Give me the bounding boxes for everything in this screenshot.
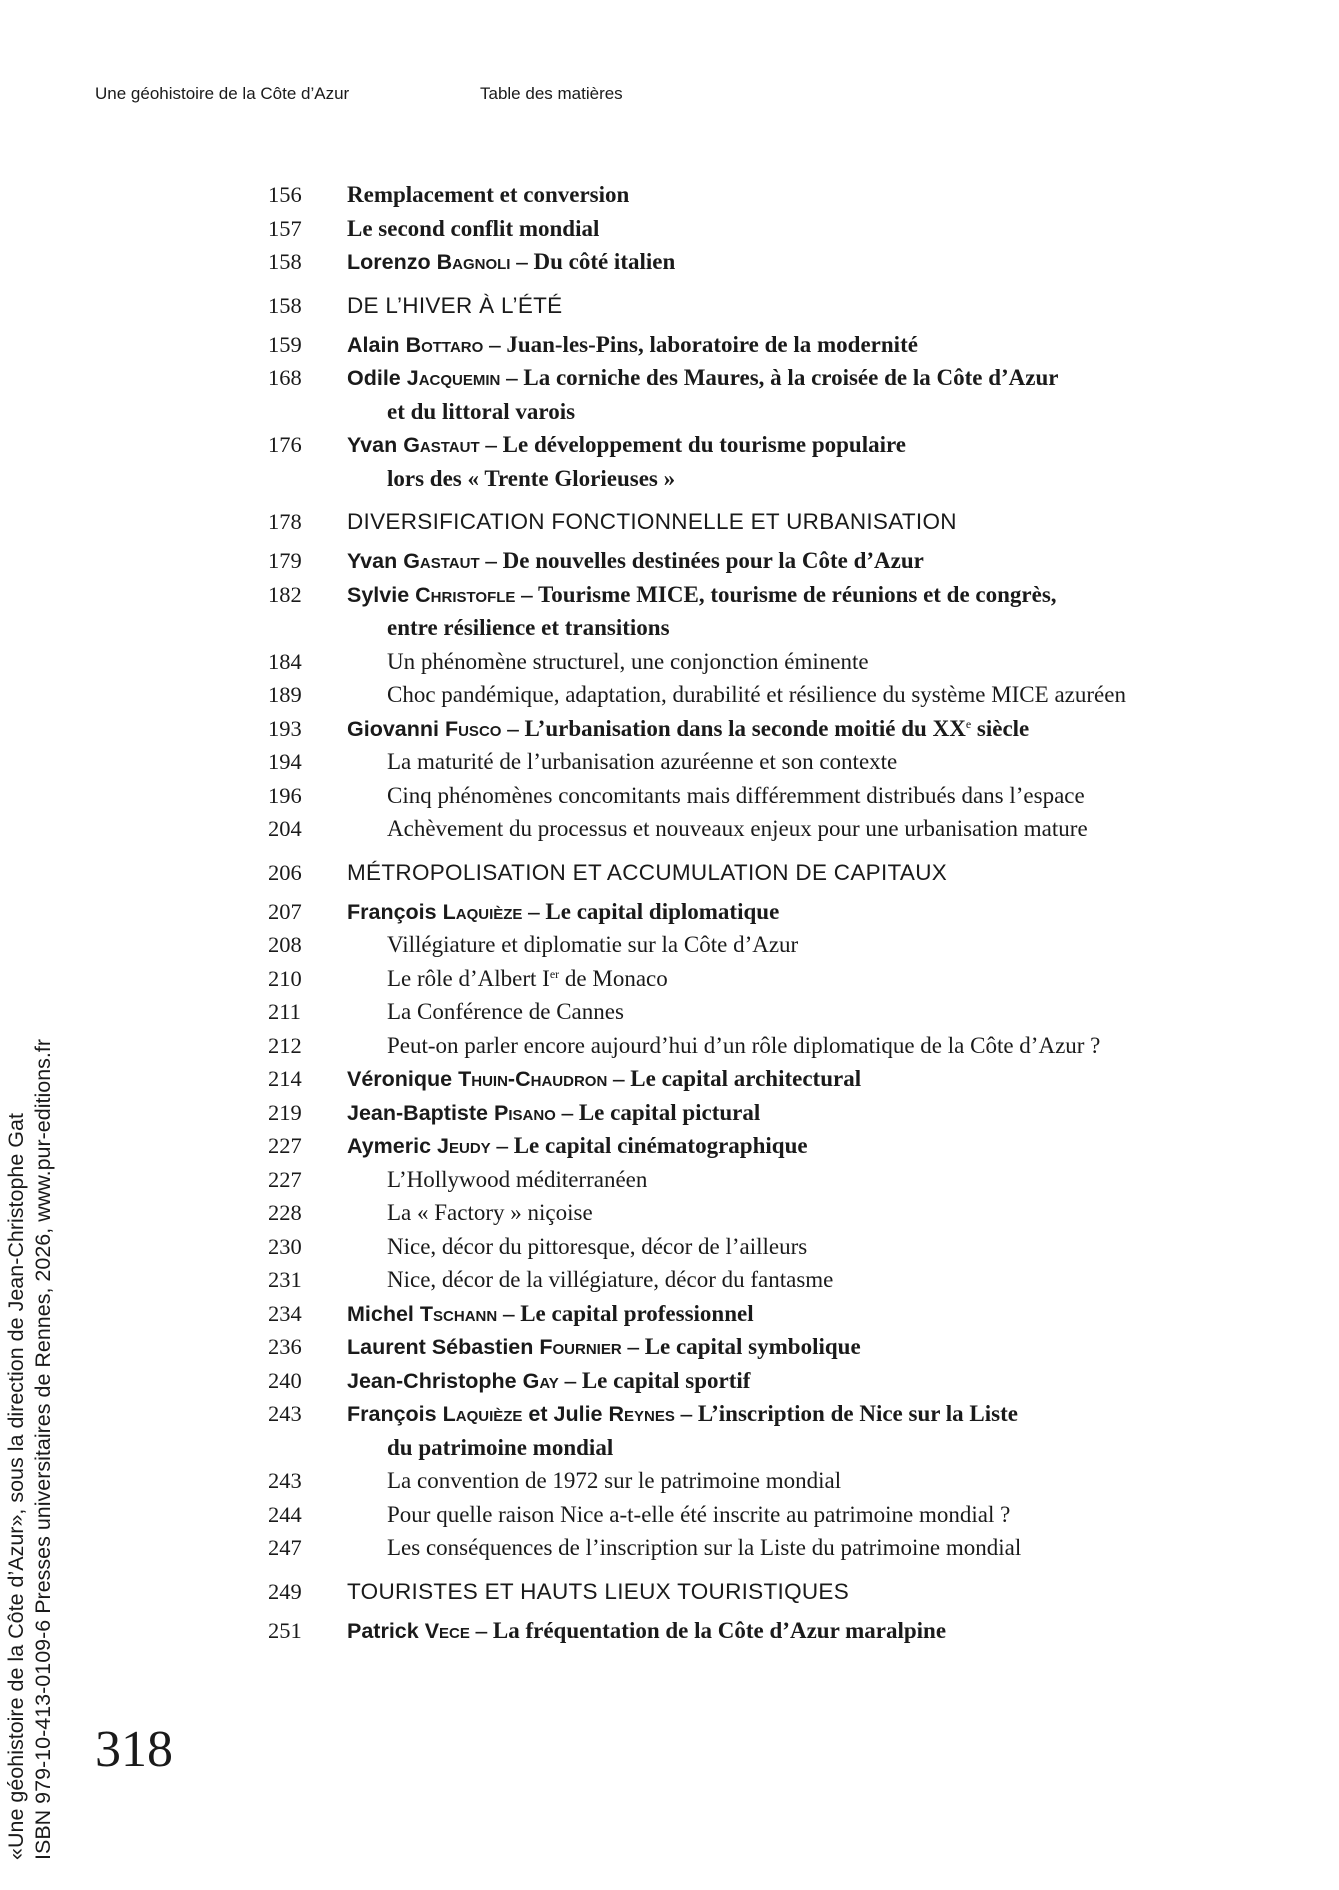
page-ref: 179 (268, 548, 302, 573)
entry-title: Peut-on parler encore aujourd’hui d’un rôle diplomatique de la Côte d’Azur ? (387, 1032, 1101, 1058)
author-last-name: Gastaut (403, 549, 480, 573)
title-continuation (387, 462, 675, 496)
entry-title: Le capital professionnel (520, 1300, 754, 1326)
page-ref: 210 (268, 965, 302, 991)
entry-title-rest: siècle (971, 715, 1030, 741)
page-ref: 196 (268, 782, 302, 808)
entry-title-block (347, 212, 599, 246)
dash-separator: – (483, 331, 507, 357)
page-ref: 208 (268, 932, 302, 957)
table-of-contents (268, 178, 1268, 1647)
entry-title: Du côté italien (533, 249, 676, 274)
entry-title: De nouvelles destinées pour la Côte d’Azur (502, 548, 924, 573)
entry-title: Le capital pictural (578, 1099, 761, 1125)
copyright-sidebar (3, 840, 57, 1860)
page-ref: 194 (268, 749, 302, 774)
author-last-name: Tschann (419, 1301, 498, 1326)
toc-subentry-row (268, 745, 1268, 779)
toc-entry-row (268, 428, 1268, 462)
page-ref: 211 (268, 999, 301, 1024)
entry-title: lors des « Trente Glorieuses » (387, 465, 676, 491)
article-entry (347, 1096, 760, 1131)
title-continuation (387, 1431, 613, 1465)
toc-entry-row (268, 212, 1268, 246)
section-title: Table des matières (480, 84, 623, 103)
author-last-name: Fournier (539, 1335, 622, 1359)
title-superscript: e (965, 716, 972, 731)
page-ref: 214 (268, 1066, 302, 1091)
page-ref: 176 (268, 432, 302, 457)
section-heading-text: MÉTROPOLISATION ET ACCUMULATION DE CAPITAUX (347, 859, 948, 885)
toc-subentry-row (268, 928, 1268, 962)
entry-title: La maturité de l’urbanisation azuréenne et son contexte (387, 749, 898, 774)
author-last-name: Jeudy (437, 1134, 491, 1158)
title-continuation (387, 395, 575, 429)
dash-separator: – (522, 898, 546, 924)
page-ref: 158 (268, 292, 302, 318)
toc-entry-row (268, 712, 1268, 746)
entry-title: Tourisme MICE, tourisme de réunions et de congrès, (538, 581, 1057, 607)
author-last-name: Reynes (608, 1402, 675, 1426)
author-last-name: Gay (522, 1368, 559, 1393)
entry-title: Le second conflit mondial (347, 215, 600, 241)
entry-title: La fréquentation de la Côte d’Azur maralpine (492, 1617, 947, 1643)
author-first-name: Laurent Sébastien (347, 1335, 534, 1359)
author-name (347, 366, 500, 390)
author-first-name: Michel (347, 1301, 414, 1326)
toc-subentry-row (268, 678, 1268, 712)
page-ref: 236 (268, 1334, 302, 1359)
author-last-name: Thuin-Chaudron (458, 1067, 608, 1091)
dash-separator: – (497, 1300, 521, 1326)
page-ref: 243 (268, 1401, 302, 1426)
author-last-name: Jacquemin (406, 366, 501, 390)
subentry-title (387, 1498, 1010, 1532)
toc-entry-row (268, 1096, 1268, 1130)
toc-subentry-row (268, 1029, 1268, 1063)
author-first-name: Odile (347, 366, 401, 390)
subentry-title (387, 928, 798, 962)
page-ref: 231 (268, 1267, 302, 1292)
page-ref: 168 (268, 365, 302, 390)
section-heading (347, 500, 957, 544)
author-first-name: François (347, 899, 437, 924)
author-name (347, 583, 515, 607)
author-name (347, 1101, 556, 1125)
entry-title: Le capital architectural (630, 1066, 862, 1091)
toc-subentry-row (268, 962, 1268, 996)
book-title: Une géohistoire de la Côte d’Azur (95, 84, 350, 103)
subentry-title (387, 995, 624, 1029)
section-heading-text: DE L’HIVER À L’ÉTÉ (347, 292, 563, 318)
section-heading (347, 1570, 849, 1614)
page-ref: 240 (268, 1367, 302, 1393)
section-heading-text: TOURISTES ET HAUTS LIEUX TOURISTIQUES (347, 1578, 850, 1604)
toc-entry-row (268, 178, 1268, 212)
entry-title-rest: de Monaco (559, 965, 668, 991)
subentry-title (387, 745, 897, 779)
toc-entry-row (268, 1330, 1268, 1364)
toc-continuation-row (268, 1431, 1268, 1465)
toc-subentry-row (268, 779, 1268, 813)
entry-title: Le développement du tourisme populaire (502, 432, 907, 457)
toc-subentry-row (268, 1263, 1268, 1297)
article-entry (347, 1614, 946, 1649)
entry-title: Cinq phénomènes concomitants mais différemment distribués dans l’espace (387, 782, 1085, 808)
dash-separator: – (555, 1099, 579, 1125)
page-ref: 182 (268, 581, 302, 607)
subentry-title (387, 1230, 807, 1264)
toc-subentry-row (268, 1230, 1268, 1264)
toc-entry-row (268, 328, 1268, 362)
dash-separator: – (479, 548, 503, 573)
toc-continuation-row (268, 462, 1268, 496)
page-ref: 158 (268, 249, 302, 274)
author-name (347, 1402, 522, 1426)
dash-separator: – (510, 249, 534, 274)
entry-title: Le capital symbolique (644, 1334, 861, 1359)
entry-title: L’urbanisation dans la seconde moitié du XX (524, 715, 966, 741)
author-first-name: Patrick (347, 1618, 419, 1643)
subentry-title (387, 1029, 1100, 1063)
toc-section-row (268, 284, 1268, 328)
author-name (347, 1619, 470, 1643)
dash-separator: – (674, 1401, 698, 1426)
article-entry (347, 1330, 861, 1365)
author-name (347, 549, 480, 573)
toc-subentry-row (268, 1531, 1268, 1565)
entry-title: Le capital sportif (581, 1367, 751, 1393)
toc-subentry-row (268, 1464, 1268, 1498)
page-ref: 234 (268, 1300, 302, 1326)
entry-title: du patrimoine mondial (387, 1434, 614, 1460)
article-entry (347, 428, 906, 463)
subentry-title (387, 645, 869, 679)
author-name (347, 717, 501, 741)
toc-entry-row (268, 1397, 1268, 1431)
entry-title: Nice, décor du pittoresque, décor de l’ailleurs (387, 1233, 808, 1259)
dash-separator: – (621, 1334, 645, 1359)
entry-title: Un phénomène structurel, une conjonction éminente (387, 648, 869, 674)
subentry-title (387, 1263, 833, 1297)
dash-separator: – (501, 715, 525, 741)
page-ref: 178 (268, 509, 302, 534)
toc-subentry-row (268, 812, 1268, 846)
subentry-title (387, 812, 1088, 846)
author-name (554, 1402, 675, 1426)
subentry-title (387, 1163, 647, 1197)
article-entry (347, 1129, 808, 1164)
toc-entry-row (268, 578, 1268, 612)
entry-title: Le capital cinématographique (513, 1133, 808, 1158)
page-ref: 219 (268, 1099, 302, 1125)
author-last-name: Laquièze (442, 899, 523, 924)
page-ref: 204 (268, 816, 302, 841)
page-ref: 243 (268, 1468, 302, 1493)
page-ref: 251 (268, 1617, 302, 1643)
title-continuation (387, 611, 670, 645)
article-entry (347, 361, 1058, 396)
page-ref: 189 (268, 682, 302, 707)
page-ref: 249 (268, 1578, 302, 1604)
page-ref: 247 (268, 1535, 302, 1560)
author-first-name: Yvan (347, 433, 398, 457)
entry-title: Le capital diplomatique (545, 898, 780, 924)
author-last-name: Bagnoli (436, 250, 511, 274)
author-last-name: Christofle (415, 582, 516, 607)
page-ref: 184 (268, 648, 302, 674)
toc-entry-row (268, 1297, 1268, 1331)
author-first-name: Véronique (347, 1067, 453, 1091)
entry-title: La convention de 1972 sur le patrimoine mondial (387, 1468, 842, 1493)
author-name (347, 333, 483, 357)
entry-title: Choc pandémique, adaptation, durabilité et résilience du système MICE azuréen (387, 682, 1126, 707)
entry-title-block (347, 178, 629, 212)
page-ref: 157 (268, 215, 302, 241)
author-first-name: Lorenzo (347, 250, 431, 274)
dash-separator: – (469, 1617, 493, 1643)
author-first-name: Jean-Christophe (347, 1368, 517, 1393)
author-first-name: Aymeric (347, 1134, 432, 1158)
entry-title: Achèvement du processus et nouveaux enjeux pour une urbanisation mature (387, 816, 1088, 841)
dash-separator: – (490, 1133, 514, 1158)
toc-subentry-row (268, 645, 1268, 679)
section-heading (347, 851, 947, 895)
article-entry (347, 578, 1057, 613)
author-last-name: Vece (424, 1618, 470, 1643)
article-entry (347, 712, 1029, 747)
section-heading (347, 284, 562, 328)
article-entry (347, 895, 779, 930)
author-first-name: Sylvie (347, 582, 410, 607)
author-first-name: Yvan (347, 549, 398, 573)
page-ref: 244 (268, 1501, 302, 1527)
author-name (347, 1335, 622, 1359)
entry-title: Les conséquences de l’inscription sur la Liste du patrimoine mondial (387, 1535, 1022, 1560)
author-name (347, 1302, 497, 1326)
author-last-name: Fusco (444, 716, 502, 741)
entry-title: L’inscription de Nice sur la Liste (697, 1401, 1018, 1426)
author-last-name: Pisano (493, 1100, 556, 1125)
author-last-name: Bottaro (405, 332, 484, 357)
dash-separator: – (479, 432, 503, 457)
page-ref: 230 (268, 1233, 302, 1259)
author-first-name: Julie (553, 1402, 603, 1426)
sidebar-line-2: ISBN 979-10-413-0109-6 Presses universitaires de Rennes, 2026, www.pur-editions.fr (31, 1038, 55, 1860)
author-first-name: Alain (347, 332, 400, 357)
dash-separator: – (607, 1066, 631, 1091)
subentry-title (387, 678, 1126, 712)
entry-title: La Conférence de Cannes (387, 999, 624, 1024)
subentry-title (387, 1196, 593, 1230)
article-entry (347, 1364, 750, 1399)
subentry-title (387, 962, 668, 996)
subentry-title (387, 1531, 1021, 1565)
author-name (347, 900, 522, 924)
article-entry (347, 245, 675, 280)
toc-continuation-row (268, 395, 1268, 429)
sidebar-line-1: «Une géohistoire de la Côte d’Azur», sous la direction de Jean-Christophe Gat (4, 1113, 28, 1860)
subentry-title (387, 779, 1085, 813)
toc-entry-row (268, 1062, 1268, 1096)
toc-entry-row (268, 245, 1268, 279)
author-name (347, 1134, 491, 1158)
dash-separator: – (500, 365, 524, 390)
article-entry (347, 328, 918, 363)
toc-section-row (268, 851, 1268, 895)
author-first-name: François (347, 1402, 437, 1426)
dash-separator: – (515, 581, 539, 607)
page-ref: 212 (268, 1032, 302, 1058)
entry-title: L’Hollywood méditerranéen (387, 1166, 648, 1192)
author-joiner: et (522, 1402, 554, 1426)
page-ref: 207 (268, 898, 302, 924)
title-superscript: er (549, 966, 560, 981)
article-entry (347, 1062, 861, 1097)
entry-title: Juan-les-Pins, laboratoire de la modernité (506, 331, 918, 357)
page-ref: 227 (268, 1133, 302, 1158)
author-first-name: Giovanni (347, 716, 439, 741)
author-name (347, 250, 510, 274)
author-last-name: Laquièze (442, 1402, 523, 1426)
entry-title: entre résilience et transitions (387, 615, 670, 640)
page-ref: 206 (268, 859, 302, 885)
page-ref: 159 (268, 331, 302, 357)
author-name (347, 1369, 559, 1393)
article-entry (347, 1397, 1018, 1432)
page-ref: 193 (268, 715, 302, 741)
toc-continuation-row (268, 611, 1268, 645)
entry-title: et du littoral varois (387, 398, 576, 424)
article-entry (347, 544, 924, 579)
entry-title: La corniche des Maures, à la croisée de la Côte d’Azur (523, 365, 1059, 390)
entry-title: Pour quelle raison Nice a-t-elle été inscrite au patrimoine mondial ? (387, 1501, 1011, 1527)
entry-title: Villégiature et diplomatie sur la Côte d’Azur (387, 932, 799, 957)
page-ref: 156 (268, 182, 302, 207)
toc-entry-row (268, 1129, 1268, 1163)
entry-title: La « Factory » niçoise (387, 1200, 593, 1225)
toc-section-row (268, 500, 1268, 544)
author-first-name: Jean-Baptiste (347, 1100, 488, 1125)
toc-subentry-row (268, 1163, 1268, 1197)
page-number: 318 (95, 1721, 173, 1778)
author-name (347, 1067, 607, 1091)
entry-title: Remplacement et conversion (347, 182, 630, 207)
author-last-name: Gastaut (403, 433, 480, 457)
toc-section-row (268, 1570, 1268, 1614)
subentry-title (387, 1464, 841, 1498)
entry-title: Le rôle d’Albert I (387, 965, 550, 991)
article-entry (347, 1297, 754, 1332)
entry-title: Nice, décor de la villégiature, décor du fantasme (387, 1267, 834, 1292)
toc-subentry-row (268, 1498, 1268, 1532)
dash-separator: – (558, 1367, 582, 1393)
toc-entry-row (268, 361, 1268, 395)
toc-entry-row (268, 1614, 1268, 1648)
author-name (347, 433, 480, 457)
toc-entry-row (268, 544, 1268, 578)
toc-subentry-row (268, 995, 1268, 1029)
toc-subentry-row (268, 1196, 1268, 1230)
toc-entry-row (268, 895, 1268, 929)
section-heading-text: DIVERSIFICATION FONCTIONNELLE ET URBANISATION (347, 509, 957, 534)
toc-entry-row (268, 1364, 1268, 1398)
page-ref: 227 (268, 1166, 302, 1192)
page-ref: 228 (268, 1200, 302, 1225)
